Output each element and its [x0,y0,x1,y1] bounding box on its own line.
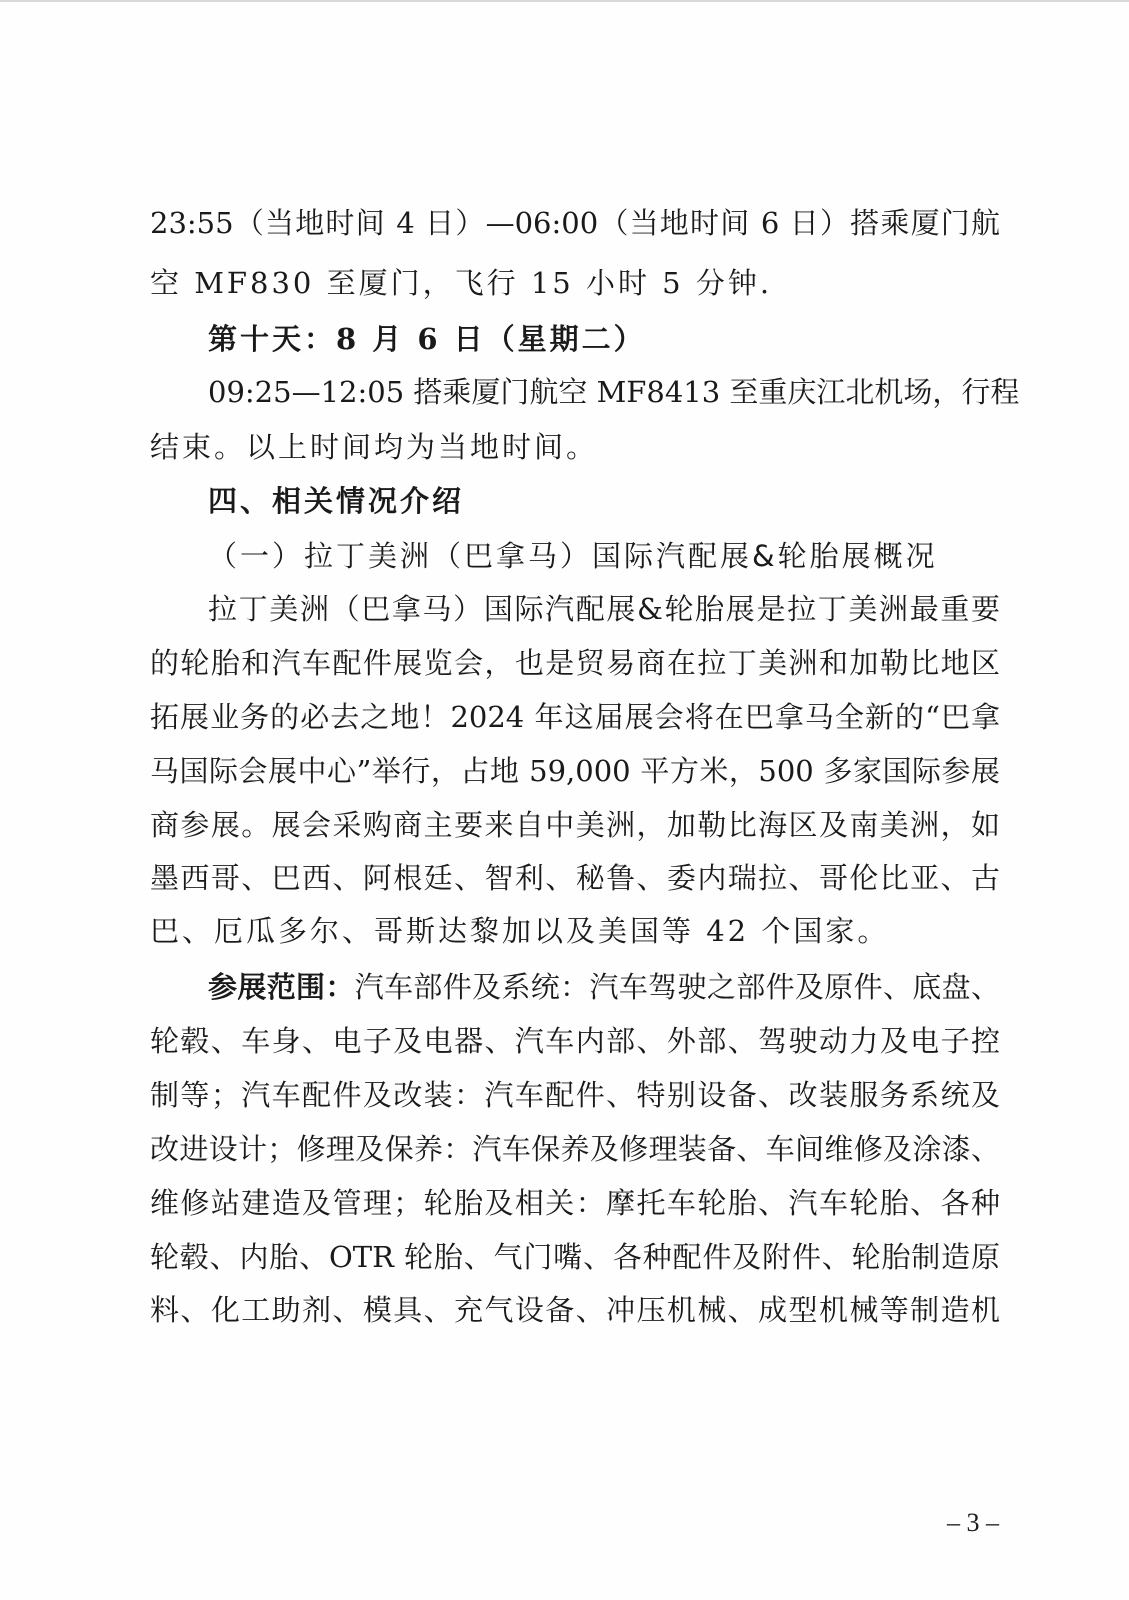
section-heading: 四、相关情况介绍 [208,484,465,518]
paragraph-line: 商参展。展会采购商主要来自中美洲，加勒比海区及南美洲，如 [150,808,1000,842]
paragraph-line: 拉丁美洲（巴拿马）国际汽配展&轮胎展是拉丁美洲最重要 [208,592,1000,626]
paragraph-line: 巴、厄瓜多尔、哥斯达黎加以及美国等 42 个国家。 [150,914,890,948]
paragraph-line: 轮毂、内胎、OTR 轮胎、气门嘴、各种配件及附件、轮胎制造原 [150,1240,1000,1274]
paragraph-line: 马国际会展中心”举行，占地 59,000 平方米，500 多家国际参展 [150,754,1000,788]
page-number: – 3 – [947,1508,999,1537]
paragraph-line: 维修站建造及管理；轮胎及相关：摩托车轮胎、汽车轮胎、各种 [150,1186,1000,1220]
paragraph-line: 空 MF830 至厦门，飞行 15 小时 5 分钟. [150,266,773,300]
scope-label: 参展范围： [208,970,355,1004]
paragraph-line: 料、化工助剂、模具、充气设备、冲压机械、成型机械等制造机 [150,1293,1000,1327]
paragraph-line: 23:55（当地时间 4 日）—06:00（当地时间 6 日）搭乘厦门航 [150,206,1000,240]
paragraph-line: 09:25—12:05 搭乘厦门航空 MF8413 至重庆江北机场，行程 [208,375,1020,409]
scope-first-line [208,967,1000,1007]
paragraph-line: 墨西哥、巴西、阿根廷、智利、秘鲁、委内瑞拉、哥伦比亚、古 [150,861,1000,895]
day-heading: 第十天：8 月 6 日（星期二） [208,322,646,356]
paragraph-line: 拓展业务的必去之地！2024 年这届展会将在巴拿马全新的“巴拿 [150,700,1000,734]
paragraph-line: 结束。以上时间均为当地时间。 [150,430,599,464]
paragraph-line: 轮毂、车身、电子及电器、汽车内部、外部、驾驶动力及电子控 [150,1024,1000,1058]
paragraph-line: 制等；汽车配件及改装：汽车配件、特别设备、改装服务系统及 [150,1078,1000,1112]
paragraph-line: 的轮胎和汽车配件展览会，也是贸易商在拉丁美洲和加勒比地区 [150,646,1000,680]
paragraph-line: 改进设计；修理及保养：汽车保养及修理装备、车间维修及涂漆、 [150,1132,1000,1166]
scan-top-edge [0,0,1129,2]
scope-text: 汽车部件及系统：汽车驾驶之部件及原件、底盘、 [354,970,1000,1004]
subsection-heading: （一）拉丁美洲（巴拿马）国际汽配展&轮胎展概况 [208,539,938,573]
